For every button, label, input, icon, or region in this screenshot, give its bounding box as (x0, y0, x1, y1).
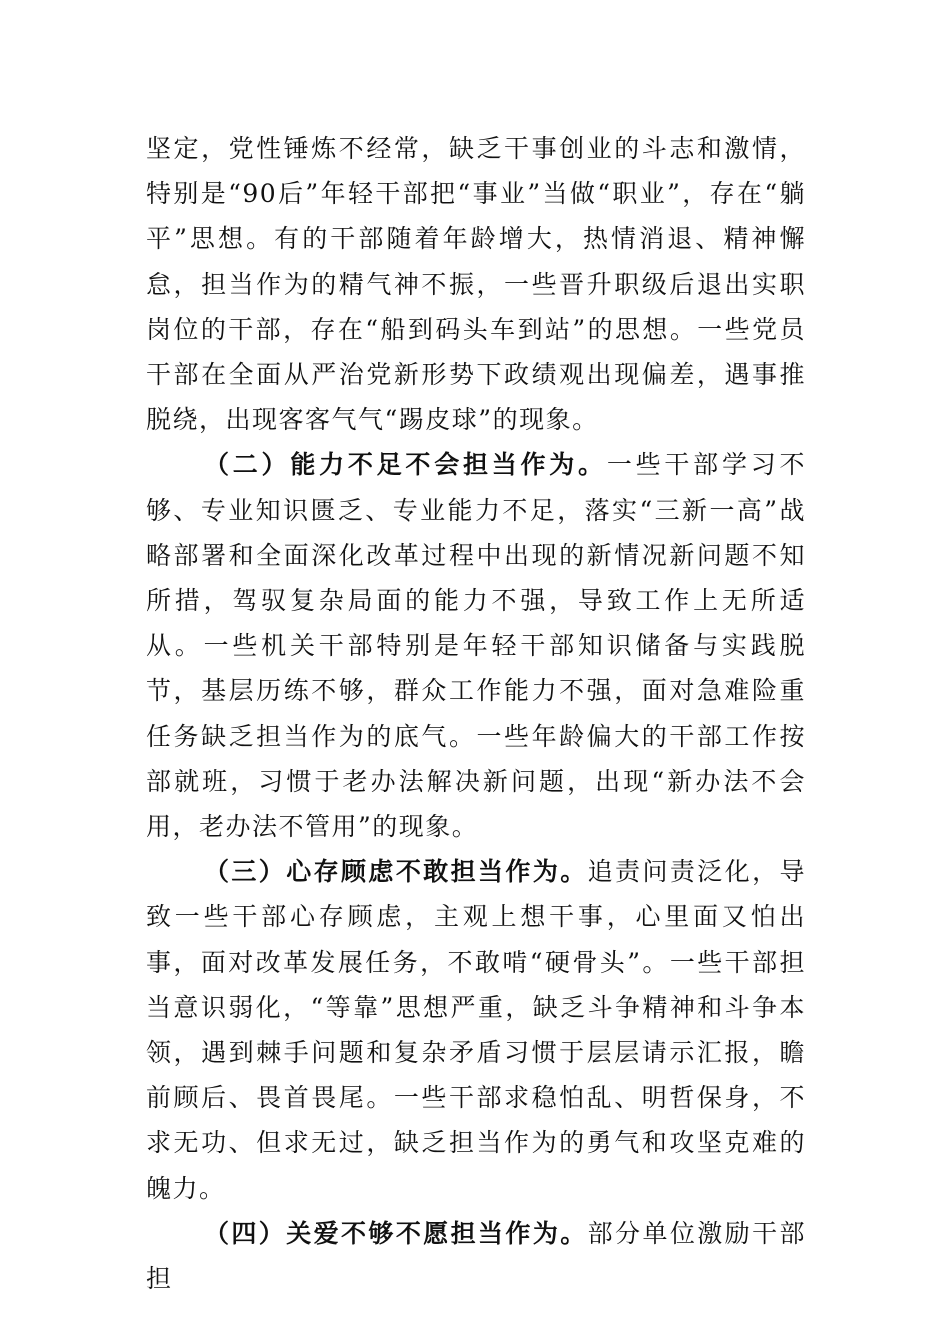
document-body (146, 126, 806, 1301)
paragraph-text: 部分单位激励干部担 (146, 1218, 806, 1294)
paragraph-section-4 (146, 1211, 806, 1301)
paragraph-section-3 (146, 849, 806, 1211)
section-heading: （三）心存顾虑不敢担当作为。 (204, 857, 588, 887)
section-heading: （二）能力不足不会担当作为。 (204, 450, 607, 480)
paragraph-text: 一些干部学习不够、专业知识匮乏、专业能力不足，落实“三新一高”战略部署和全面深化改革过程中出现的新情况新问题不知所措，驾驭复杂局面的能力不强，导致工作上无所适从。一些机关干部特别是年轻干部知识储备与实践脱节，基层历练不够，群众工作能力不强，面对急难险重任务缺乏担当作为的底气。一些年龄偏大的干部工作按部就班，习惯于老办法解决新问题，出现“新办法不会用，老办法不管用”的现象。 (146, 450, 806, 842)
paragraph-text: 坚定，党性锤炼不经常，缺乏干事创业的斗志和激情，特别是“90后”年轻干部把“事业”当做“职业”，存在“躺平”思想。有的干部随着年龄增大，热情消退、精神懈怠，担当作为的精气神不振，一些晋升职级后退出实职岗位的干部，存在“船到码头车到站”的思想。一些党员干部在全面从严治党新形势下政绩观出现偏差，遇事推脱绕，出现客客气气“踢皮球”的现象。 (146, 134, 806, 435)
paragraph-section-2 (146, 442, 806, 849)
section-heading: （四）关爱不够不愿担当作为。 (204, 1218, 588, 1248)
paragraph-text: 追责问责泛化，导致一些干部心存顾虑，主观上想干事，心里面又怕出事，面对改革发展任务，不敢啃“硬骨头”。一些干部担当意识弱化，“等靠”思想严重，缺乏斗争精神和斗争本领，遇到棘手问题和复杂矛盾习惯于层层请示汇报，瞻前顾后、畏首畏尾。一些干部求稳怕乱、明哲保身，不求无功、但求无过，缺乏担当作为的勇气和攻坚克难的魄力。 (146, 857, 806, 1203)
paragraph-continued (146, 126, 806, 442)
